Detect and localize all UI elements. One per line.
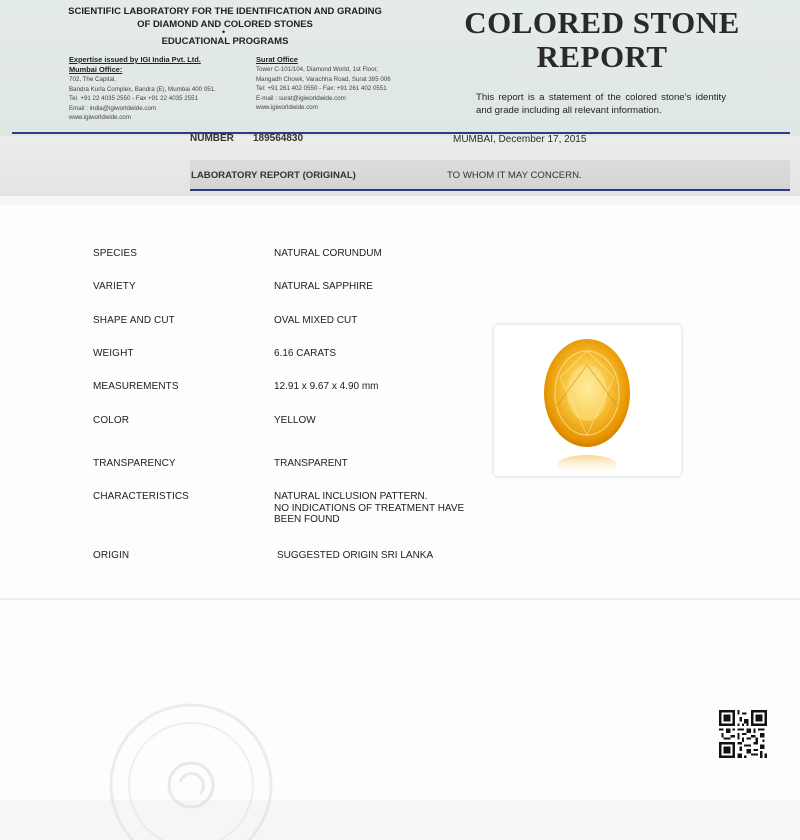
mumbai-address-2: Bandra Kurla Complex, Bandra (E), Mumbai 400 051. (69, 85, 216, 93)
report-description: This report is a statement of the colored stone's identity and grade including all relevant information. (476, 92, 726, 116)
mumbai-phone: Tel. +91 22 4035 2550 - Fax +91 22 4035 2551 (69, 95, 199, 103)
lab-report-label: LABORATORY REPORT (ORIGINAL) (191, 170, 356, 181)
mumbai-web: www.igiworldwide.com (69, 114, 131, 122)
spec-label-transparency: TRANSPARENCY (93, 458, 176, 469)
igi-seal-icon (96, 690, 286, 840)
spec-value-shape: OVAL MIXED CUT (274, 315, 358, 326)
report-number-value: 189564830 (253, 133, 304, 144)
surat-address-2: Mangadh Chowk, Varachha Road, Surat 395 006 (256, 75, 391, 83)
surat-web: www.igiworldwide.com (256, 104, 318, 112)
spec-value-origin: SUGGESTED ORIGIN SRI LANKA (277, 550, 434, 561)
spec-label-shape: SHAPE AND CUT (93, 315, 175, 326)
spec-value-characteristics (274, 491, 504, 526)
report-title (442, 6, 762, 74)
mumbai-address-1: 702, The Capital, (69, 76, 117, 83)
surat-email: E-mail : surat@igiworldwide.com (256, 94, 346, 102)
spec-label-species: SPECIES (93, 248, 138, 259)
surat-office-heading: Surat Office (256, 55, 298, 64)
characteristics-line-2: NO INDICATIONS OF TREATMENT HAVE (274, 502, 465, 514)
surat-phone: Tel: +91 261 402 0550 - Fax: +91 261 402 0551 (256, 85, 387, 93)
spec-label-measurements: MEASUREMENTS (93, 381, 179, 392)
qr-code-icon[interactable] (719, 710, 767, 758)
lab-report-divider (190, 189, 790, 191)
lab-title-line-3: EDUCATIONAL PROGRAMS (161, 36, 289, 47)
spec-value-measurements: 12.91 x 9.67 x 4.90 mm (274, 381, 379, 392)
mumbai-office-heading: Mumbai Office: (69, 65, 123, 74)
spec-value-color: YELLOW (274, 415, 316, 426)
spec-value-variety: NATURAL SAPPHIRE (274, 281, 373, 292)
spec-value-weight: 6.16 CARATS (274, 348, 337, 359)
stone-photo-card (494, 325, 681, 476)
page-fold (0, 598, 800, 600)
mumbai-office-block (69, 55, 259, 123)
stone-icon (494, 325, 681, 476)
surat-office-block (256, 55, 441, 113)
lab-title-line-2: OF DIAMOND AND COLORED STONES (137, 18, 313, 30)
spec-label-origin: ORIGIN (93, 550, 130, 561)
concern-text: TO WHOM IT MAY CONCERN. (447, 170, 582, 181)
surat-address-1: Tower C-101/104, Diamond World, 1st Floor, (256, 66, 378, 73)
report-title-line-1: COLORED STONE (464, 5, 740, 40)
spec-value-species: NATURAL CORUNDUM (274, 248, 382, 259)
mumbai-email: Email : india@igiworldwide.com (69, 104, 157, 112)
spec-label-weight: WEIGHT (93, 348, 134, 359)
header-divider (12, 132, 790, 134)
spec-label-characteristics: CHARACTERISTICS (93, 491, 189, 502)
spec-value-transparency: TRANSPARENT (274, 458, 348, 469)
spec-label-variety: VARIETY (93, 281, 136, 292)
characteristics-line-3: BEEN FOUND (274, 514, 340, 526)
report-title-line-2: REPORT (536, 39, 668, 74)
spec-label-color: COLOR (93, 415, 130, 426)
characteristics-line-1: NATURAL INCLUSION PATTERN. (274, 491, 428, 502)
lab-title-line-1: SCIENTIFIC LABORATORY FOR THE IDENTIFICATION AND GRADING (68, 6, 382, 17)
report-number-label: NUMBER (190, 133, 234, 144)
expertise-line: Expertise issued by IGI India Pvt. Ltd. (69, 55, 201, 64)
title-bullet: • (222, 27, 226, 37)
report-location-date: MUMBAI, December 17, 2015 (453, 134, 587, 145)
